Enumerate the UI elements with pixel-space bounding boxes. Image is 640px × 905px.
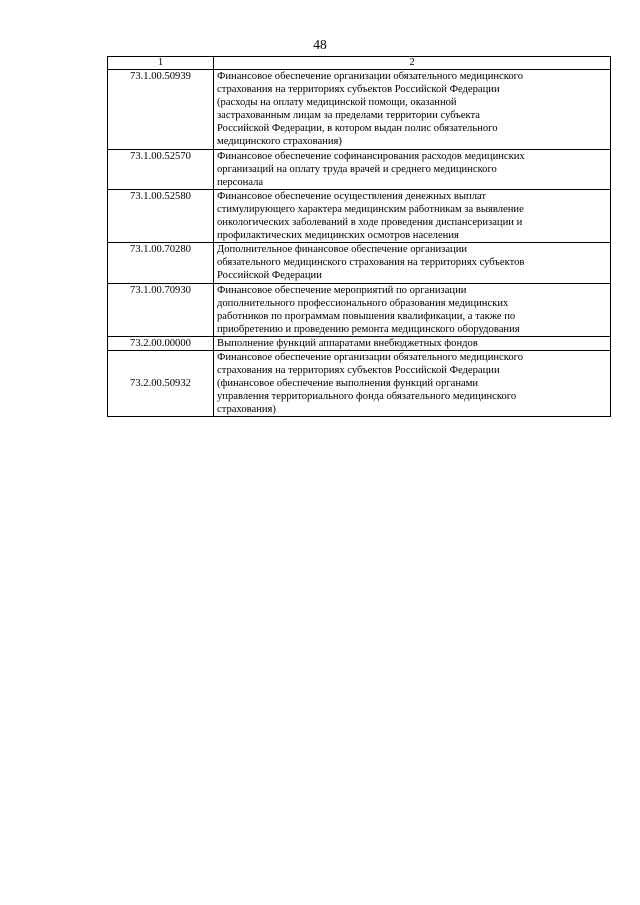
description-line: Выполнение функций аппаратами внебюджетных фондов [217,337,478,349]
description-line: застрахованным лицам за пределами территории субъекта [217,110,480,122]
table-row [108,70,611,150]
code-cell: 73.2.00.50932 [108,350,214,416]
description-line: управления территориального фонда обязательного медицинского [217,391,517,403]
description-line: онкологических заболеваний в ходе проведения диспансеризации и [217,217,523,229]
code-cell: 73.1.00.50939 [108,70,214,150]
table-row [108,189,611,242]
column-header-description: 2 [214,57,611,70]
description-line: (финансовое обеспечение выполнения функций органами [217,378,479,390]
description-line: Российской Федерации, в котором выдан полис обязательного [217,123,498,135]
table-row [108,283,611,336]
description-line: персонала [217,176,264,188]
column-header-code: 1 [108,57,214,70]
table-header-row [108,57,611,70]
description-cell [214,70,611,150]
description-line: страхования) [217,404,276,416]
description-line: Финансовое обеспечение софинансирования расходов медицинских [217,150,525,162]
description-line: организаций на оплату труда врачей и среднего медицинского [217,163,497,175]
description-line: приобретению и проведению ремонта медицинского оборудования [217,323,520,335]
description-line: Российской Федерации [217,270,322,282]
code-cell: 73.2.00.00000 [108,336,214,350]
description-line: страхования на территориях субъектов Российской Федерации [217,84,500,96]
table-row [108,336,611,350]
description-line: работников по программам повышения квалификации, а также по [217,310,516,322]
description-cell [214,189,611,242]
description-line: Финансовое обеспечение осуществления денежных выплат [217,190,487,202]
budget-classification-table [107,56,611,417]
code-cell: 73.1.00.70930 [108,283,214,336]
table-row [108,243,611,283]
description-line: (расходы на оплату медицинской помощи, оказанной [217,97,457,109]
description-cell [214,336,611,350]
description-line: Финансовое обеспечение организации обязательного медицинского [217,71,524,82]
description-cell [214,149,611,189]
description-line: стимулирующего характера медицинским работникам за выявление [217,203,524,215]
table-row [108,350,611,416]
code-cell: 73.1.00.70280 [108,243,214,283]
page-number: 48 [313,37,327,52]
description-line: Финансовое обеспечение организации обязательного медицинского [217,351,524,363]
description-cell [214,243,611,283]
description-line: дополнительного профессионального образования медицинских [217,297,509,309]
description-line: страхования на территориях субъектов Российской Федерации [217,365,500,377]
description-cell [214,283,611,336]
description-line: Финансовое обеспечение мероприятий по организации [217,284,467,296]
description-line: медицинского страхования) [217,136,342,148]
description-line: профилактических медицинских осмотров населения [217,230,459,242]
description-cell [214,350,611,416]
code-cell: 73.1.00.52570 [108,149,214,189]
table-row [108,149,611,189]
description-line: Дополнительное финансовое обеспечение организации [217,244,468,256]
description-line: обязательного медицинского страхования на территориях субъектов [217,257,525,269]
code-cell: 73.1.00.52580 [108,189,214,242]
